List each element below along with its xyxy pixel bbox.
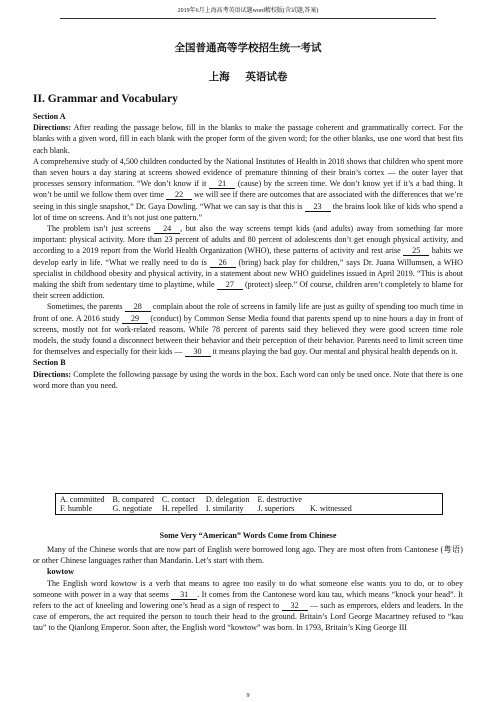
text-run: — such as emperors, elders and leaders. In the case of emperors, the act required the person to touch their head to the ground. Britain’s Lord George Macartney refused to “kau tau” to the Qianlong Emperor. Soon after, the English word “kowtow” was born. In 1793, Britain’s King George III: [33, 601, 463, 633]
passage-title: Some Very “American” Words Come from Chinese: [159, 531, 337, 540]
directions-text: After reading the passage below, fill in the blanks to make the passage coherent and grammatically correct. For the blanks with a given word, fill in each blank with the proper form of the given word; for the other blanks, use one word that best fits each blank.: [33, 123, 463, 155]
exam-title: 全国普通高等学校招生统一考试: [174, 42, 322, 54]
text-run: Sometimes, the parents: [47, 302, 125, 312]
text-run: (conduct) by Common Sense Media found that parents spend up to nine hours a day in front of screens, mostly not for work-related reasons. While 78 percent of parents said they believed they were good screen time role models, the study found a disconnect between their behavior and their perception of their behavior. Parents need to limit screen time for themselves and especially for their kids —: [33, 313, 463, 357]
blank-22[interactable]: 22: [166, 190, 192, 200]
text-run: . It comes from the Cantonese word kau tau, which means “knock your head”. It refers to the act of kneeling and lowering one’s head as a sign of respect to: [33, 589, 463, 611]
paragraph: [33, 223, 463, 301]
blank-26[interactable]: 26: [210, 258, 236, 268]
blank-30[interactable]: 30: [185, 347, 211, 357]
word-option: D. delegation: [205, 495, 250, 504]
paragraph: [33, 156, 463, 223]
page-number: 9: [246, 693, 250, 699]
section-b-directions: [33, 369, 463, 391]
text-run: the brains look like of kids who spend a lot of time on screens. And it’s not just one pattern.”: [33, 201, 463, 222]
text-run: complain about the role of screens in family life are just as guilty of spending too much time in front of one. A 2016 study: [33, 302, 463, 323]
word-option: G. negotiate: [112, 504, 153, 513]
blank-27[interactable]: 27: [217, 280, 243, 290]
paragraph: [33, 301, 463, 357]
section-heading: II. Grammar and Vocabulary: [33, 93, 178, 105]
blank-24[interactable]: 24: [154, 224, 180, 234]
word-option: I. similarity: [205, 504, 244, 513]
section-a-directions: [33, 122, 463, 156]
text-run: (protect) sleep.” Of course, children aren’t completely to blame for their screen addiction.: [33, 280, 463, 301]
paragraph: Many of the Chinese words that are now part of English were borrowed long ago. They are most often from Cantonese (粤语) or other Chinese languages rather than Mandarin. Let’s start with them.: [33, 545, 463, 566]
blank-31[interactable]: 31: [171, 590, 197, 600]
blank-32[interactable]: 32: [282, 601, 308, 611]
word-option: C. contact: [161, 495, 195, 504]
section-b-label: Section B: [33, 358, 66, 368]
exam-subtitle: [0, 69, 496, 84]
subtitle-region: 上海: [208, 71, 230, 83]
directions-label: Directions:: [33, 369, 72, 379]
section-a-label: Section A: [33, 112, 66, 121]
text-run: , but also the way screens tempt kids (and adults) away from something far more important: physical activity. More than 23 percent of adults and 80 percent of adolescents don’t get enough physical activity, and according to a 2019 report from the World Health Organization (WHO), these patterns of activity and rest arise: [33, 224, 463, 256]
word-option: J. superiors: [257, 504, 295, 513]
directions-text: Complete the following passage by using the words in the box. Each word can only be used once. Note that there is one word more than you need.: [33, 369, 463, 390]
sub-heading: kowtow: [47, 567, 74, 577]
text-run: we will see if there are outcomes that are associated with the differences that we’re seeing in this single snapshot,” Dr. Gaya Dowling. “What we can say is that this is: [33, 190, 463, 211]
blank-23[interactable]: 23: [305, 202, 331, 212]
subtitle-subject: 英语试卷: [245, 71, 288, 83]
blank-29[interactable]: 29: [122, 314, 148, 324]
text-run: habits we develop early in life. “What we really need to do is: [33, 246, 463, 267]
word-box-cell: [56, 494, 443, 515]
word-option: H. repelled: [161, 504, 198, 513]
text-run: (bring) back play for children,” says Dr. Juana Willumsen, a WHO specialist in childhood obesity and physical activity, in a statement about new WHO guidelines issued in April 2019. “This is about making the shift from sedentary time to playtime, while: [33, 257, 463, 290]
word-option: A. committed: [60, 495, 105, 504]
directions-label: Directions:: [33, 123, 72, 133]
running-header: 2019年6月上海高考英语试题word精校版(含试题,答案): [60, 4, 436, 19]
text-run: it means playing the bad guy. Our mental and physical health depends on it.: [210, 347, 458, 357]
word-box: [55, 493, 443, 515]
word-option: K. witnessed: [309, 504, 352, 513]
text-run: The problem isn’t just screens: [47, 224, 155, 234]
text-run: (cause) by the screen time. We don’t know yet if it’s a bad thing. It won’t be until we follow them over time: [33, 179, 463, 200]
section-b-passage: [33, 544, 463, 634]
blank-21[interactable]: 21: [209, 179, 235, 189]
text-run: The English word kowtow is a verb that means to agree too easily to do what someone else wants you to do, or to obey someone with power in a way that seems: [33, 578, 463, 599]
paragraph: [33, 578, 463, 634]
blank-25[interactable]: 25: [403, 246, 429, 256]
word-option: F. humble: [60, 504, 93, 513]
text-run: A comprehensive study of 4,500 children conducted by the National Institutes of Health in 2018 shows that children who spent more than seven hours a day staring at screens showed evidence of premature thinning of their brain’s cortex — the outer layer that processes sensory information. “We don’t know if it: [33, 156, 464, 189]
word-option: B. compared: [112, 495, 154, 504]
section-a: [33, 111, 463, 391]
blank-28[interactable]: 28: [125, 302, 151, 312]
word-option: E. destructive: [257, 495, 302, 504]
